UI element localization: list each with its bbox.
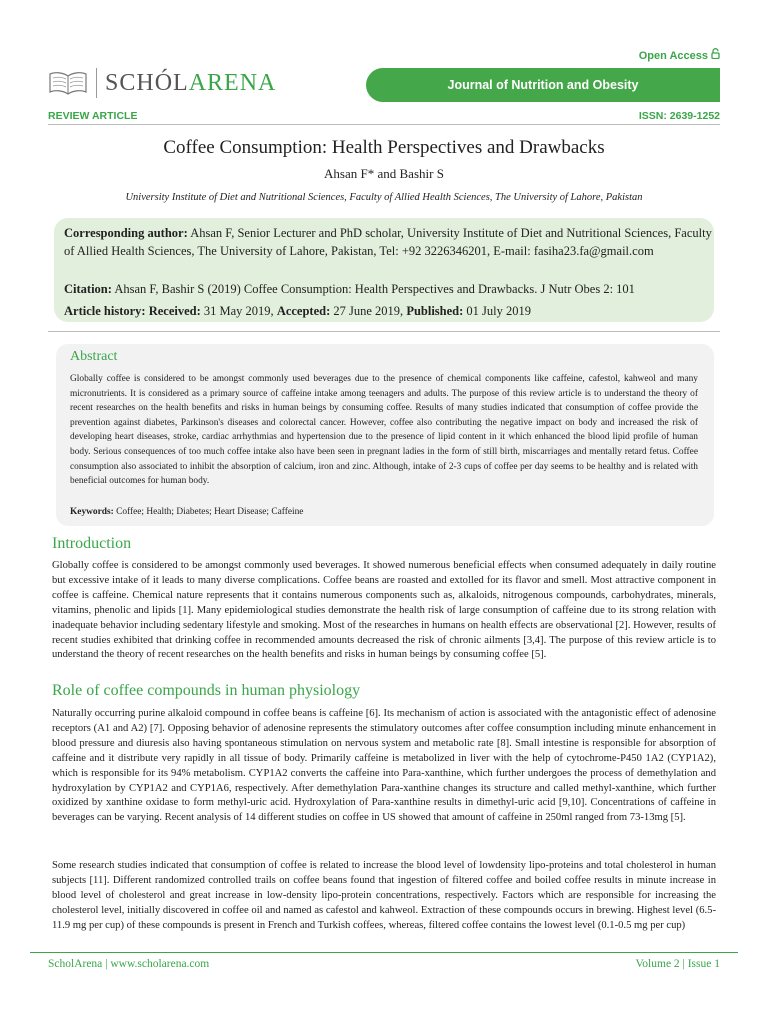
logo-wordmark: SCHÓLARENA bbox=[105, 69, 277, 96]
accepted-date: 27 June 2019, bbox=[333, 304, 404, 318]
citation-label: Citation: bbox=[64, 282, 112, 296]
open-book-icon bbox=[48, 70, 88, 96]
article-authors: Ahsan F* and Bashir S bbox=[324, 166, 444, 181]
article-affiliation: University Institute of Diet and Nutritional Sciences, Faculty of Allied Health Sciences, The University of Lahore, Pakistan bbox=[125, 192, 643, 203]
article-history bbox=[64, 302, 714, 320]
open-access-badge bbox=[639, 48, 720, 62]
footer-volume-issue: Volume 2 | Issue 1 bbox=[635, 958, 720, 970]
open-access-label: Open Access bbox=[638, 50, 708, 62]
accepted-label: Accepted: bbox=[276, 304, 331, 318]
abstract-text: Globally coffee is considered to be amongst commonly used beverages due to the presence of chemical components like caffeine, cafestol, kahweol and many micronutrients. It is considered as a primary source of caffeine intake among teenagers and adults. The purpose of this review article is to understand the theory of recent researches on the health benefits and risks in human beings by consuming coffee. Results of many studies indicated that consumption of coffee provide the prevention against diabetes, Parkinson's diseases and colorectal cancer. However, coffee also contributing the negative impact on body and increased the risk of developing heart diseases, stroke, cardiac arrhythmias and hypertension due to the presence of lipid content in it which enhanced the blood lipid profile of human body. Serious consequences of too much coffee intake also have been seen in pregnant ladies in the form of still birth, miscarriages and mentally retard fetus. Coffee consumption also associated to inhibit the absorption of calcium, iron and zinc. Although, intake of 2-3 cups of coffee per day seems to be healthy and is related with beneficial outcomes for human body. bbox=[70, 374, 698, 487]
article-type-label: REVIEW ARTICLE bbox=[48, 110, 138, 122]
citation bbox=[64, 280, 714, 298]
published-label: Published: bbox=[406, 304, 464, 318]
header-divider bbox=[48, 124, 720, 125]
footer-divider bbox=[30, 952, 738, 953]
history-label: Article history: bbox=[64, 304, 146, 318]
published-date: 01 July 2019 bbox=[466, 304, 531, 318]
section-divider bbox=[48, 331, 720, 332]
article-title: Coffee Consumption: Health Perspectives and Drawbacks bbox=[163, 137, 605, 158]
citation-text: Ahsan F, Bashir S (2019) Coffee Consumption: Health Perspectives and Drawbacks. J Nutr Obes 2: 101 bbox=[114, 282, 635, 296]
corresponding-author bbox=[64, 224, 714, 260]
keywords-text: Coffee; Health; Diabetes; Heart Disease; Caffeine bbox=[116, 507, 304, 517]
introduction-heading: Introduction bbox=[52, 535, 132, 552]
received-date: 31 May 2019, bbox=[203, 304, 274, 318]
abstract-heading: Abstract bbox=[70, 349, 118, 364]
keywords bbox=[70, 507, 303, 517]
role-paragraph-1: Naturally occurring purine alkaloid compound in coffee beans is caffeine [6]. Its mechanism of action is associated with the antagonistic effect of adenosine receptors (A1 and A2) [7]. Opposing behavior of adenosine represents the stimulatory outcomes after coffee consumption including minute enhancement in blood pressure and diuresis also having spontaneous stimulation on nervous system and metabolic rate [8]. Small intestine is responsible for absorption of caffeine and it distribute very rapidly in all tissue of body. Primarily caffeine is metabolized in liver with the help of cytochrome-P450 1A2 (CYP1A2), which is responsible for its 94% metabolism. CYP1A2 converts the caffeine into Para-xanthine, which further undergoes the process of demethylation and hydroxylation by CYP1A2 and CYP1A6, respectively. After demethylation Para-xanthine changes its structure and called methyl-xanthine, which further oxidized by xanthine oxidase to form methyl-uric acid. Hydroxylation of Para-xanthine results in dimethyl-uric acid [9,10]. Concentrations of caffeine in beverages can be varying. Recent analysis of 14 different studies on coffee in US showed that amount of caffeine in 250ml ranged from 73-13mg [5]. bbox=[52, 708, 716, 824]
received-label: Received: bbox=[148, 304, 201, 318]
corresponding-author-label: Corresponding author: bbox=[64, 226, 188, 240]
introduction-paragraph: Globally coffee is considered to be amongst commonly used beverages. It showed numerous beneficial effects when consumed adequately in daily routine but excessive intake of it leads to many diverse complications. Coffee beans are roasted and extolled for its flavor and smell. Most attractive component in coffee is caffeine. Chemical nature represents that it contains numerous components such as, alkaloids, nitrogenous compounds, carbohydrates, minerals, vitamins, phenolic and lipids [1]. Many epidemiological studies demonstrate the health risk of large consumption of caffeine due to its strong relation with inadequate behavior including sedentary lifestyle and smoking. Most of the researches in humans on health effects are observational [2]. However, results of recent studies exhibited that drinking coffee in recommended amounts decreased the risk of chronic ailments [3,4]. The purpose of this review article is to understand the theory of recent researches on the health benefits and risks in human beings by consuming coffee [5]. bbox=[52, 560, 716, 661]
footer-publisher-link[interactable]: ScholArena | www.scholarena.com bbox=[48, 958, 210, 970]
publisher-logo[interactable] bbox=[48, 64, 276, 102]
journal-name-banner bbox=[366, 68, 720, 102]
keywords-label: Keywords: bbox=[70, 507, 114, 517]
corresponding-author-text: Ahsan F, Senior Lecturer and PhD scholar, University Institute of Diet and Nutritional Sciences, Faculty of Allied Health Sciences, The University of Lahore, Pakistan, Tel: +92 3226346201, E-mail: fasiha23.fa@gmail.com bbox=[64, 226, 712, 258]
open-lock-icon bbox=[711, 48, 720, 62]
journal-name: Journal of Nutrition and Obesity bbox=[447, 78, 639, 92]
role-paragraph-2: Some research studies indicated that consumption of coffee is related to increase the blood level of lowdensity lipo-proteins and total cholesterol in human subjects [11]. Different randomized controlled trails on coffee beans found that ingestion of filtered coffee and boiled coffee results in minute increase in blood level of cholesterol and great increase in low-density lipo-protein concentrations, respectively. Factors which are responsible for increasing the cholesterol level, initially discovered in coffee oil and named as cafestol and kahweol. Extraction of these compounds occurs in brewing. Highest level (6.5-11.9 mg per cup) of these compounds is present in French and Turkish coffees, whereas, filtered coffee contains the lowest level (0.1-0.5 mg per cup) bbox=[52, 860, 716, 931]
role-section-heading: Role of coffee compounds in human physiology bbox=[52, 682, 361, 699]
issn-label: ISSN: 2639-1252 bbox=[638, 110, 720, 122]
